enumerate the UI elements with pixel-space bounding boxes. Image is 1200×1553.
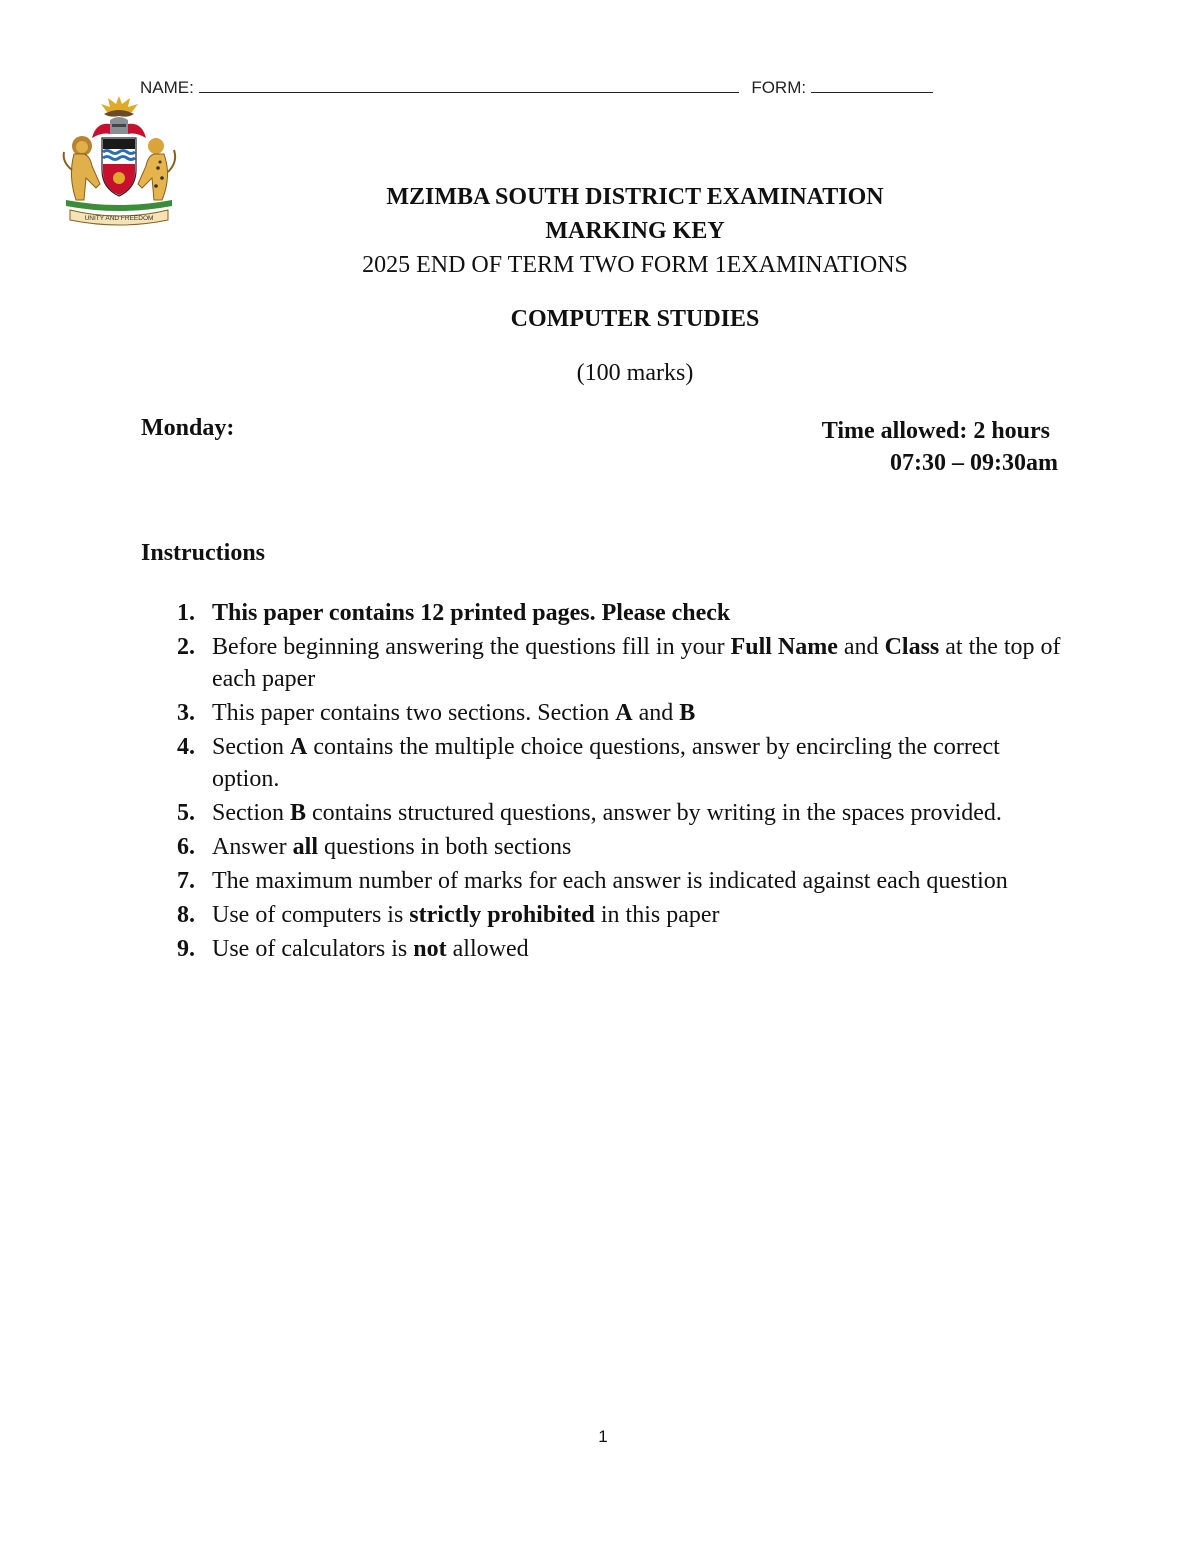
- instruction-text: contains structured questions, answer by writing in the spaces provided.: [306, 800, 1002, 826]
- instruction-number: 3.: [177, 700, 195, 726]
- instruction-emphasis: Full Name: [730, 634, 838, 660]
- subject-title: COMPUTER STUDIES: [510, 306, 760, 332]
- instruction-number: 4.: [177, 734, 195, 760]
- title-block: [0, 180, 1200, 390]
- instruction-text: Before beginning answering the questions fill in your: [212, 634, 731, 660]
- instruction-item: [141, 865, 1061, 897]
- page-number: 1: [598, 1427, 608, 1446]
- instruction-text: allowed: [446, 936, 529, 962]
- instruction-emphasis: all: [292, 834, 318, 860]
- instruction-emphasis: This paper contains 12 printed pages. Please check: [212, 600, 731, 626]
- instruction-item: [141, 731, 1061, 795]
- instruction-emphasis: strictly prohibited: [409, 902, 595, 928]
- instruction-text: Use of calculators is: [212, 936, 414, 962]
- form-blank-line: [811, 78, 933, 93]
- instruction-item: [141, 597, 1061, 629]
- instruction-text: Answer: [212, 834, 293, 860]
- time-range: 07:30 – 09:30am: [890, 450, 1058, 476]
- instruction-number: 5.: [177, 800, 195, 826]
- instruction-number: 6.: [177, 834, 195, 860]
- marking-key-title: MARKING KEY: [545, 218, 725, 244]
- instruction-number: 2.: [177, 634, 195, 660]
- instruction-number: 9.: [177, 936, 195, 962]
- instruction-emphasis: A: [615, 700, 633, 726]
- instruction-item: [141, 899, 1061, 931]
- instruction-item: [141, 831, 1061, 863]
- instruction-text: and: [837, 634, 885, 660]
- instructions-heading: Instructions: [141, 540, 266, 566]
- name-blank-line: [199, 78, 739, 93]
- header-fields: [140, 78, 933, 98]
- instruction-text: Use of computers is: [212, 902, 410, 928]
- instruction-text: This paper contains two sections. Section: [212, 700, 616, 726]
- instruction-text: Section: [212, 800, 290, 826]
- name-label: NAME:: [140, 78, 194, 97]
- instruction-item: [141, 797, 1061, 829]
- instruction-number: 7.: [177, 868, 195, 894]
- instruction-number: 8.: [177, 902, 195, 928]
- sun-icon: [101, 96, 138, 112]
- instruction-number: 1.: [177, 600, 195, 626]
- time-allowed: Time allowed: 2 hours: [821, 418, 1050, 444]
- motto-text: UNITY AND FREEDOM: [84, 215, 154, 222]
- instruction-text: Section: [212, 734, 290, 760]
- instruction-emphasis: Class: [884, 634, 940, 660]
- instruction-item: [141, 631, 1061, 695]
- instruction-emphasis: B: [679, 700, 696, 726]
- total-marks: (100 marks): [576, 360, 694, 386]
- instruction-text: questions in both sections: [318, 834, 572, 860]
- instruction-item: [141, 933, 1061, 965]
- instructions-list: [141, 597, 1061, 967]
- district-title: MZIMBA SOUTH DISTRICT EXAMINATION: [386, 184, 884, 210]
- instruction-text: The maximum number of marks for each answer is indicated against each question: [212, 868, 1008, 894]
- form-label: FORM:: [751, 78, 807, 97]
- exam-day: Monday:: [141, 415, 235, 441]
- instruction-emphasis: A: [290, 734, 308, 760]
- instruction-emphasis: B: [290, 800, 307, 826]
- instruction-item: [141, 697, 1061, 729]
- instruction-emphasis: not: [413, 936, 447, 962]
- instruction-text: and: [632, 700, 680, 726]
- instruction-text: in this paper: [594, 902, 720, 928]
- instruction-text: contains the multiple choice questions, answer by encircling the correct option.: [212, 734, 1000, 792]
- exam-title: 2025 END OF TERM TWO FORM 1EXAMINATIONS: [362, 252, 908, 278]
- instruction-text: at the top of each paper: [212, 634, 1061, 692]
- exam-time-block: [822, 415, 1058, 479]
